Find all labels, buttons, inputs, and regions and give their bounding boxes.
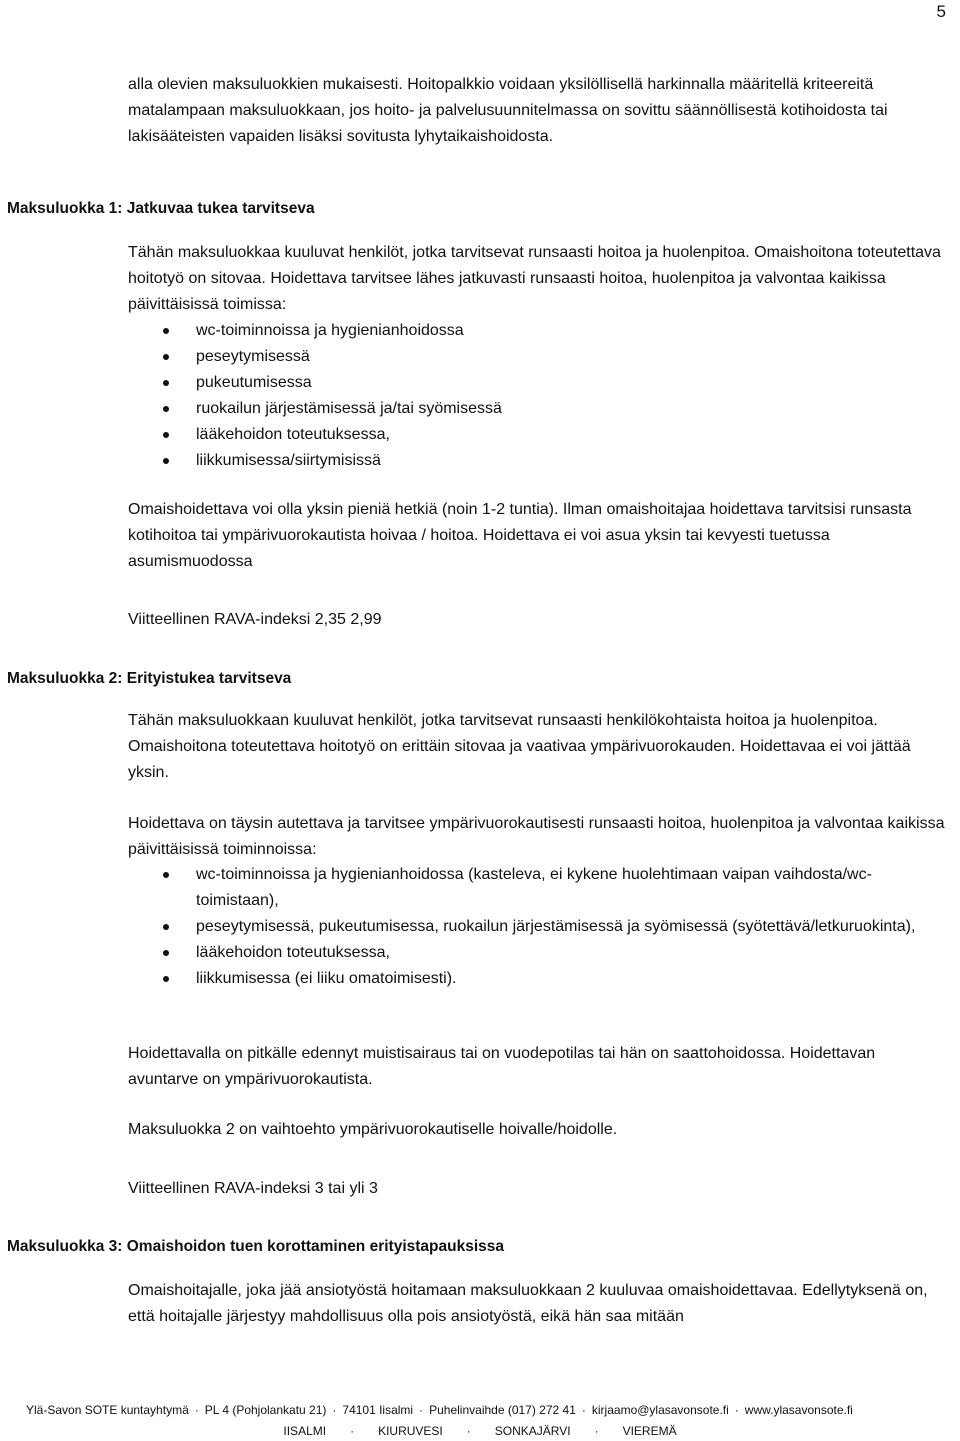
footer-city: 74101 Iisalmi <box>342 1403 414 1417</box>
footer-town: KIURUVESI <box>378 1424 443 1438</box>
class2-paragraph-4: Maksuluokka 2 on vaihtoehto ympärivuorokautiselle hoivalle/hoidolle. <box>128 1121 618 1138</box>
class1-paragraph-2: Omaishoidettava voi olla yksin pieniä hetkiä (noin 1-2 tuntia). Ilman omaishoitajaa hoidettava tarvitsisi runsasta kotihoitoa tai ympärivuorokautista hoivaa / hoitoa. Hoidettava ei voi asua yksin tai kevyesti tuetussa asumismuodossa <box>128 501 912 570</box>
class3-paragraph-1: Omaishoitajalle, joka jää ansiotyöstä hoitamaan maksuluokkaan 2 kuuluvaa omaishoidettavaa. Edellytyksenä on, että hoitajalle järjestyy mahdollisuus olla pois ansiotyöstä, eikä hän saa mitään <box>128 1282 928 1325</box>
list-item: peseytymisessä <box>128 344 946 370</box>
list-item: liikkumisessa/siirtymisissä <box>128 448 946 474</box>
class2-list <box>128 862 946 992</box>
footer-web: www.ylasavonsote.fi <box>744 1403 853 1417</box>
footer-contact: Ylä-Savon SOTE kuntayhtymä · PL 4 (Pohjolankatu 21) · 74101 Iisalmi · Puhelinvaihde (017) 272 41 · kirjaamo@ylasavonsote.fi · www.ylasavonsote.fi <box>26 1403 853 1417</box>
list-item: lääkehoidon toteutuksessa, <box>128 422 946 448</box>
footer-org: Ylä-Savon SOTE kuntayhtymä <box>26 1403 189 1417</box>
class2-paragraph-1: Tähän maksuluokkaan kuuluvat henkilöt, jotka tarvitsevat runsaasti henkilökohtaista hoitoa ja huolenpitoa. Omaishoitona toteutettava hoitotyö on erittäin sitovaa ja vaativaa ympärivuorokauden. Hoidettavaa ei voi jättää yksin. <box>128 712 911 781</box>
footer-town: IISALMI <box>283 1424 327 1438</box>
intro-paragraph: alla olevien maksuluokkien mukaisesti. Hoitopalkkio voidaan yksilöllisellä harkinnalla määritellä kriteereitä matalampaan maksuluokkaan, jos hoito- ja palvelusuunnitelmassa on sovittu säännöllisestä kotihoidosta tai lakisääteisten vapaiden lisäksi sovitusta lyhytaikaishoidosta. <box>128 76 888 145</box>
class1-list <box>128 318 946 474</box>
class2-paragraph-2: Hoidettava on täysin autettava ja tarvitsee ympärivuorokautisesti runsaasti hoitoa, huolenpitoa ja valvontaa kaikissa päivittäisissä toiminnoissa: <box>128 815 945 858</box>
list-item: lääkehoidon toteutuksessa, <box>128 940 946 966</box>
footer-towns: IISALMI · KIURUVESI · SONKAJÄRVI · VIEREMÄ <box>283 1424 677 1438</box>
list-item: peseytymisessä, pukeutumisessa, ruokailun järjestämisessä ja syömisessä (syötettävä/letkuruokinta), <box>128 914 946 940</box>
list-item: wc-toiminnoissa ja hygienianhoidossa (kasteleva, ei kykene huolehtimaan vaipan vaihdosta/wc-toimistaan), <box>128 862 946 914</box>
class2-heading: Maksuluokka 2: Erityistukea tarvitseva <box>7 670 292 687</box>
class2-paragraph-3: Hoidettavalla on pitkälle edennyt muistisairaus tai on vuodepotilas tai hän on saattohoidossa. Hoidettavan avuntarve on ympärivuorokautista. <box>128 1045 876 1088</box>
footer-address: PL 4 (Pohjolankatu 21) <box>204 1403 327 1417</box>
footer-town: VIEREMÄ <box>622 1424 677 1438</box>
list-item: liikkumisessa (ei liiku omatoimisesti). <box>128 966 946 992</box>
class3-heading: Maksuluokka 3: Omaishoidon tuen korottaminen erityistapauksissa <box>7 1238 504 1255</box>
page-number: 5 <box>936 2 946 21</box>
class2-rava-index: Viitteellinen RAVA-indeksi 3 tai yli 3 <box>128 1180 378 1197</box>
footer-town: SONKAJÄRVI <box>494 1424 571 1438</box>
list-item: pukeutumisessa <box>128 370 946 396</box>
class1-heading: Maksuluokka 1: Jatkuvaa tukea tarvitseva <box>7 200 315 217</box>
list-item: ruokailun järjestämisessä ja/tai syömisessä <box>128 396 946 422</box>
class1-paragraph-1: Tähän maksuluokkaa kuuluvat henkilöt, jotka tarvitsevat runsaasti hoitoa ja huolenpitoa. Omaishoitona toteutettava hoitotyö on sitovaa. Hoidettava tarvitsee lähes jatkuvasti runsaasti hoitoa, huolenpitoa ja valvontaa kaikissa päivittäisissä toimissa: <box>128 244 941 313</box>
class1-rava-index: Viitteellinen RAVA-indeksi 2,35 2,99 <box>128 611 382 628</box>
footer-email: kirjaamo@ylasavonsote.fi <box>591 1403 729 1417</box>
footer-phone: Puhelinvaihde (017) 272 41 <box>429 1403 576 1417</box>
list-item: wc-toiminnoissa ja hygienianhoidossa <box>128 318 946 344</box>
